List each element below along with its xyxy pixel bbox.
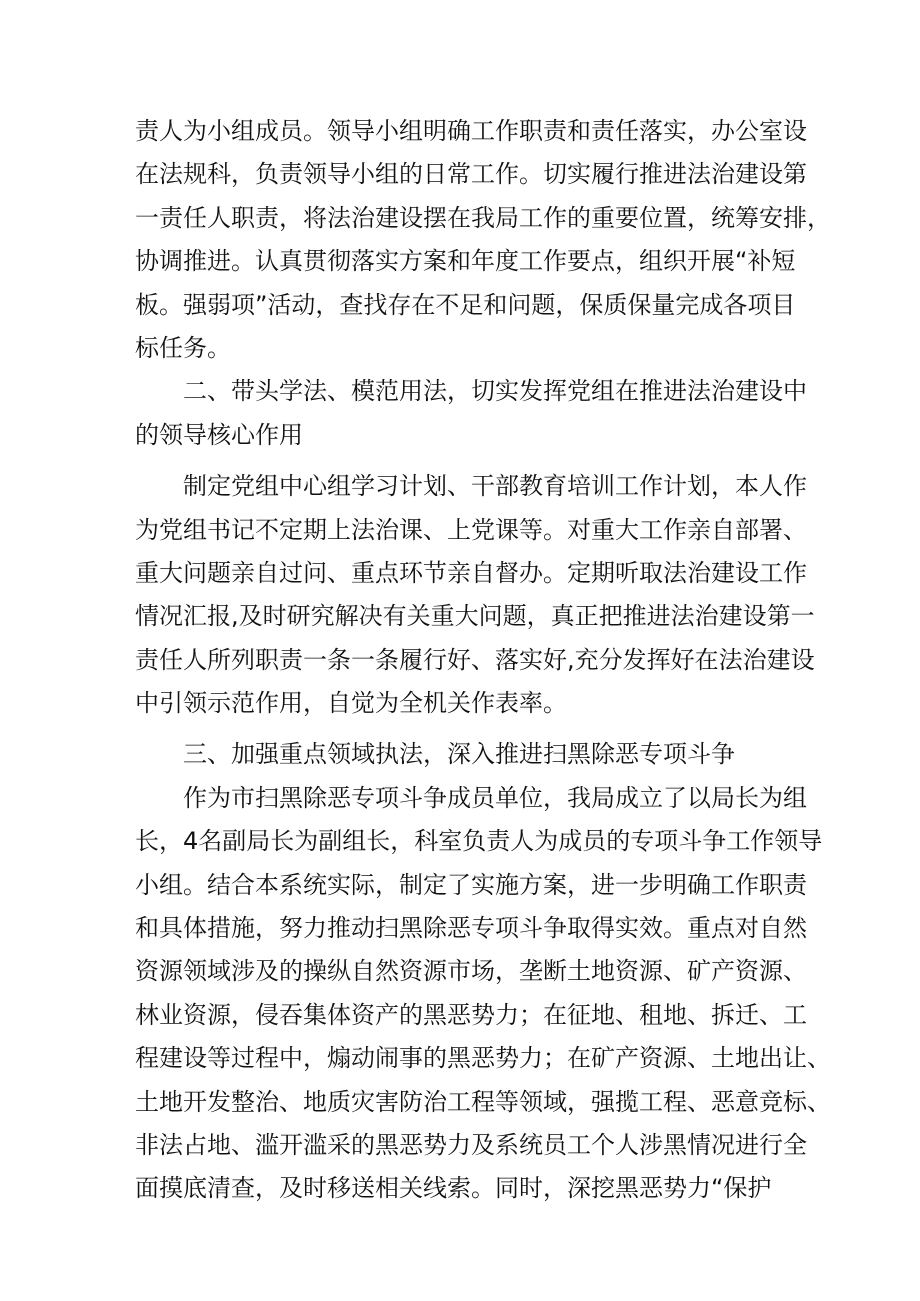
body-line: 一责任人职责，将法治建设摆在我局工作的重要位置，统筹安排，	[135, 203, 831, 232]
body-line: 重大问题亲自过问、重点环节亲自督办。定期听取法治建设工作	[135, 558, 807, 587]
body-line: 责任人所列职责一条一条履行好、落实好,充分发挥好在法治建设	[135, 645, 815, 674]
body-line: 面摸底清查，及时移送相关线索。同时，深挖黑恶势力“保护	[135, 1174, 772, 1203]
body-line: 小组。结合本系统实际，制定了实施方案，进一步明确工作职责	[135, 870, 807, 899]
body-line: 资源领域涉及的操纵自然资源市场，垄断土地资源、矿产资源、	[135, 957, 807, 986]
document-body	[135, 110, 835, 1211]
body-line: 程建设等过程中，煽动闹事的黑恶势力；在矿产资源、土地出让、	[135, 1044, 831, 1073]
section-heading-3: 三、加强重点领域执法，深入推进扫黑除恶专项斗争	[135, 740, 735, 769]
body-line: 协调推进。认真贯彻落实方案和年度工作要点，组织开展“补短	[135, 247, 796, 276]
body-line: 责人为小组成员。领导小组明确工作职责和责任落实，办公室设	[135, 117, 807, 145]
body-line: 中引领示范作用，自觉为全机关作表率。	[135, 689, 567, 718]
body-line: 标任务。	[135, 333, 231, 362]
body-line: 情况汇报,及时研究解决有关重大问题，真正把推进法治建设第一	[135, 602, 815, 631]
body-line: 制定党组中心组学习计划、干部教育培训工作计划，本人作	[135, 472, 807, 501]
body-line: 非法占地、滥开滥采的黑恶势力及系统员工个人涉黑情况进行全	[135, 1130, 807, 1159]
body-line: 作为市扫黑除恶专项斗争成员单位，我局成立了以局长为组	[135, 783, 807, 812]
section-heading-2-cont: 的领导核心作用	[135, 420, 303, 449]
body-line: 为党组书记不定期上法治课、上党课等。对重大工作亲自部署、	[135, 515, 807, 544]
body-line: 长，4名副局长为副组长，科室负责人为成员的专项斗争工作领导	[135, 827, 823, 856]
body-line: 林业资源，侵吞集体资产的黑恶势力；在征地、租地、拆迁、工	[135, 1000, 807, 1029]
section-heading-2: 二、带头学法、模范用法，切实发挥党组在推进法治建设中	[135, 377, 807, 406]
body-line: 土地开发整治、地质灾害防治工程等领域，强揽工程、恶意竞标、	[135, 1087, 831, 1116]
body-line: 和具体措施，努力推动扫黑除恶专项斗争取得实效。重点对自然	[135, 914, 807, 943]
body-line: 板。强弱项”活动，查找存在不足和问题，保质保量完成各项目	[135, 290, 796, 319]
body-line: 在法规科，负责领导小组的日常工作。切实履行推进法治建设第	[135, 160, 807, 189]
